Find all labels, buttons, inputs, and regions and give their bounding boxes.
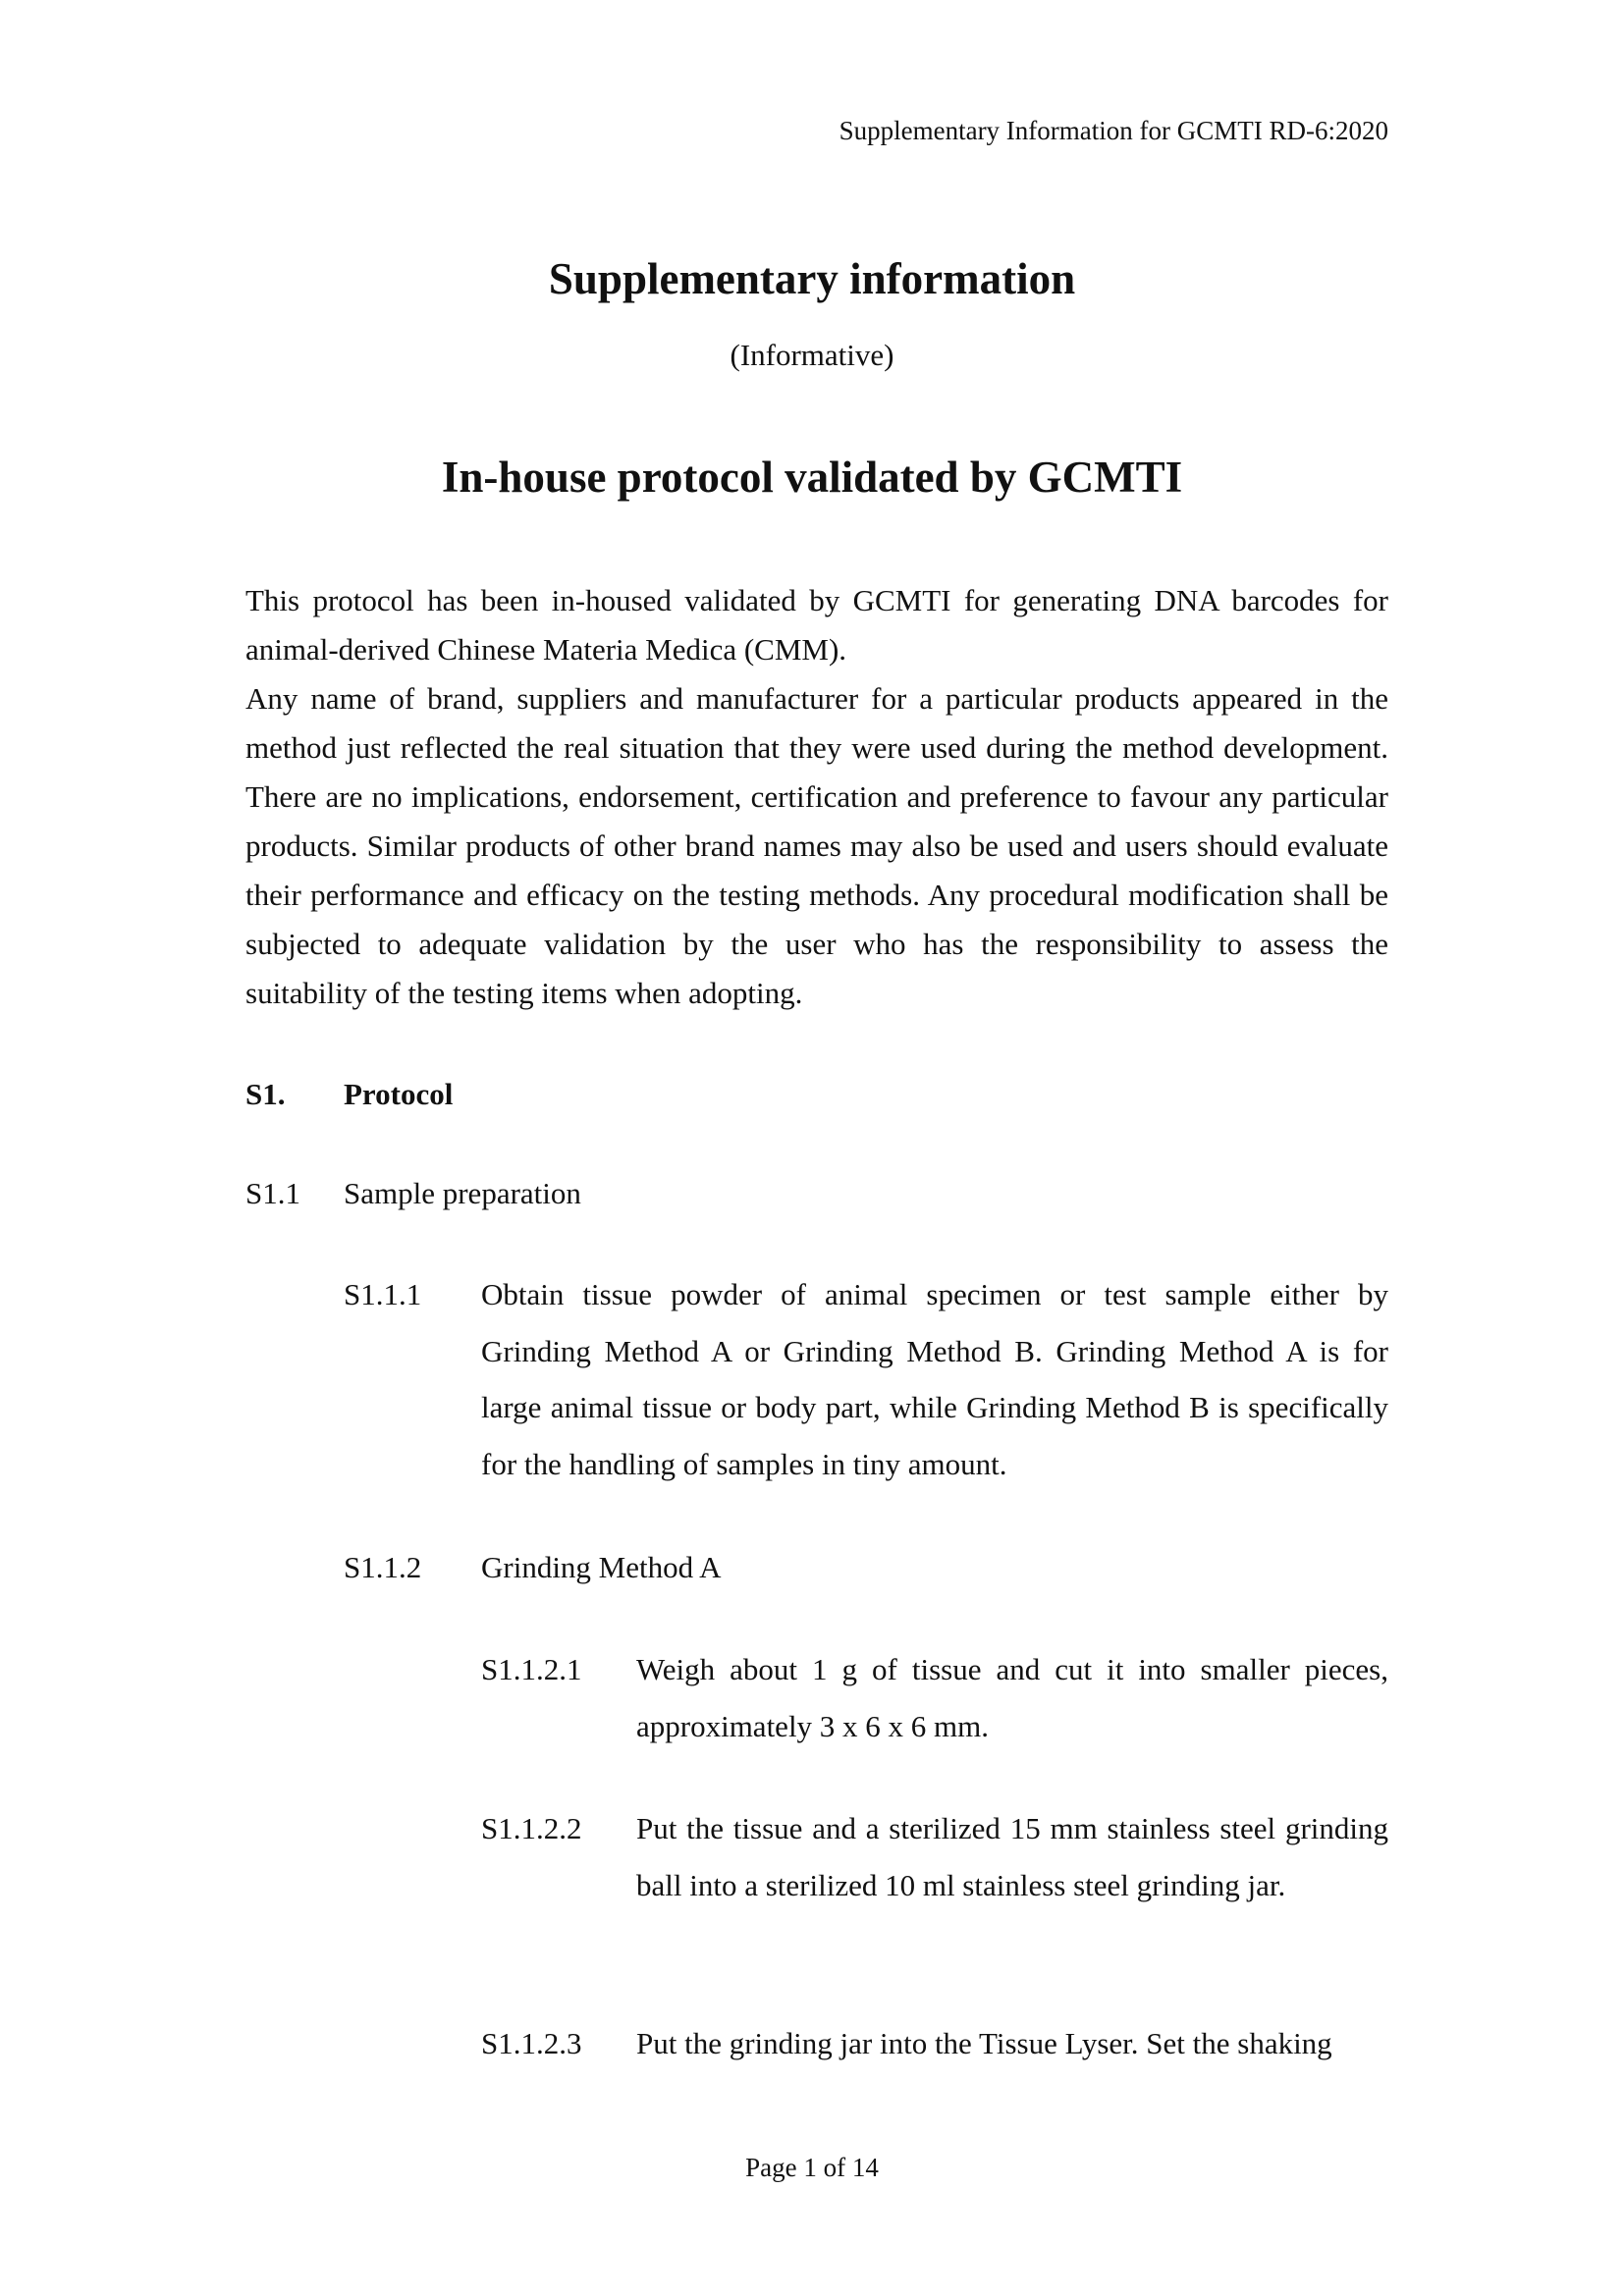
clause-text: Weigh about 1 g of tissue and cut it into smaller pieces, approximately 3 x 6 x 6 mm. [636, 1652, 1388, 1743]
section-s1-1-2 [344, 1543, 933, 1592]
intro-paragraph-disclaimer: Any name of brand, suppliers and manufacturer for a particular products appeared in the method just reflected the real situation that they were used during the method development. There are no implications, endorsement, certification and preference to favour any particular products. Similar products of other brand names may also be used and users should evaluate their performance and efficacy on the testing methods. Any procedural modification shall be subjected to adequate validation by the user who has the responsibility to assess the suitability of the testing items when adopting. [245, 681, 1388, 1010]
clause-s1-1-2-1 [481, 1641, 1388, 1759]
intro-paragraph-scope: This protocol has been in-housed validated by GCMTI for generating DNA barcodes for animal-derived Chinese Materia Medica (CMM). [245, 583, 1388, 667]
running-header: Supplementary Information for GCMTI RD-6:2020 [839, 116, 1388, 145]
clause-s1-1-2-2 [481, 1800, 1388, 1977]
clause-text: Put the tissue and a sterilized 15 mm stainless steel grinding ball into a sterilized 10 ml stainless steel grinding jar. [636, 1811, 1388, 1902]
section-s1 [245, 1070, 835, 1119]
clause-s1-1-2-3 [481, 2015, 1388, 2074]
document-title: Supplementary information [548, 254, 1076, 303]
clause-number: S1.1.1 [344, 1277, 422, 1311]
section-label: Grinding Method A [481, 1550, 722, 1584]
clause-number: S1.1.2.1 [481, 1652, 582, 1686]
clause-text: Obtain tissue powder of animal specimen or test sample either by Grinding Method A or Grinding Method B. Grinding Method A is for large animal tissue or body part, while Grinding Method B is specifically for the handling of samples in tiny amount. [481, 1277, 1388, 1481]
clause-s1-1-1 [344, 1266, 1388, 1502]
section-label: Protocol [344, 1077, 454, 1111]
page-number: Page 1 of 14 [745, 2153, 879, 2182]
document-subtitle: (Informative) [730, 338, 894, 372]
section-number: S1.1.2 [344, 1550, 422, 1584]
section-label: Sample preparation [344, 1176, 581, 1210]
document-heading: In-house protocol validated by GCMTI [441, 453, 1183, 502]
section-s1-1 [245, 1169, 835, 1218]
section-number: S1.1 [245, 1176, 300, 1210]
clause-number: S1.1.2.3 [481, 2026, 582, 2060]
intro-block [245, 576, 1388, 1018]
clause-number: S1.1.2.2 [481, 1811, 582, 1845]
section-number: S1. [245, 1077, 286, 1111]
clause-text: Put the grinding jar into the Tissue Lyser. Set the shaking [636, 2026, 1332, 2060]
